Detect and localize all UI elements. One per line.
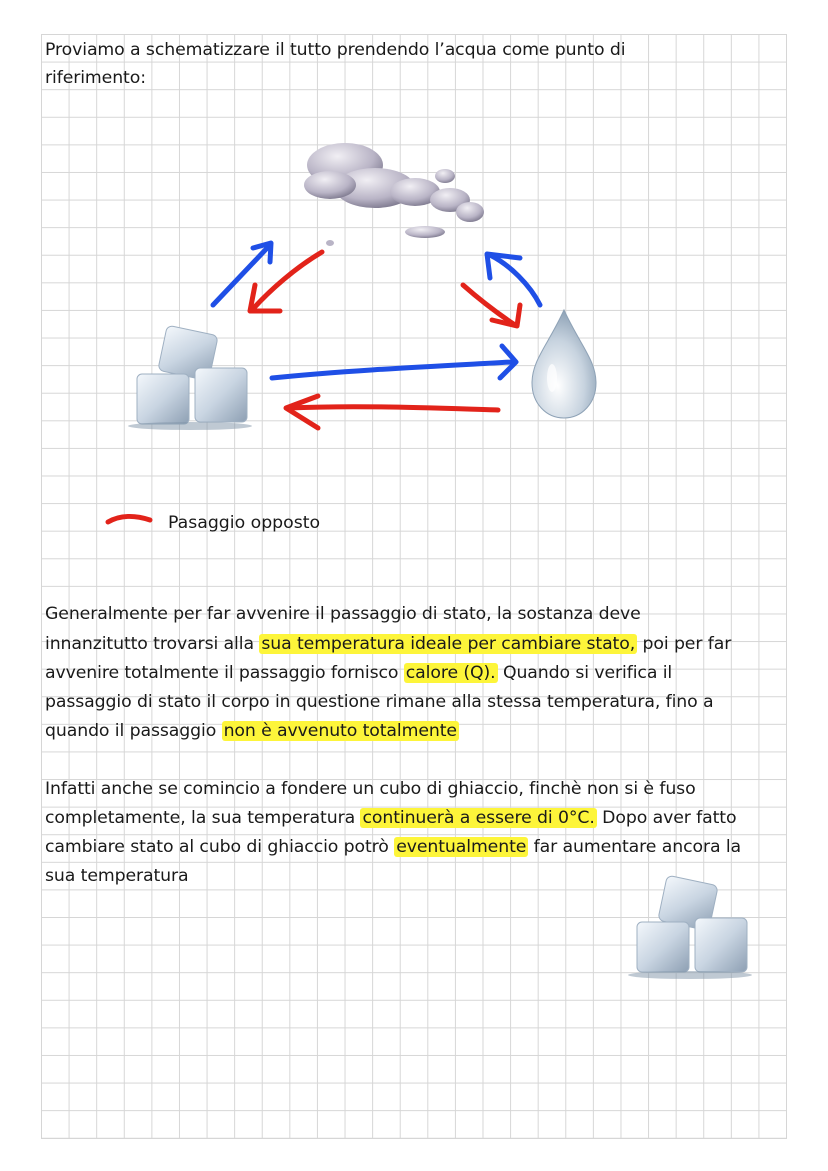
legend-label: Pasaggio opposto: [168, 513, 321, 533]
ice-cubes-icon-bottom: [628, 875, 752, 979]
paragraph2-line2: completamente, la sua temperatura continuerà a essere di 0°C. Dopo aver fatto: [45, 808, 737, 828]
paragraph1-line2: innanzitutto trovarsi alla sua temperatura ideale per cambiare stato, poi per far: [45, 634, 732, 654]
paragraph2-line3: cambiare stato al cubo di ghiaccio potrò eventualmente far aumentare ancora la: [45, 837, 742, 857]
paragraph1-line4: passaggio di stato il corpo in questione rimane alla stessa temperatura, fino a: [45, 692, 714, 712]
paragraph2-line4: sua temperatura: [45, 866, 189, 886]
arrow-cloud-to-water: [463, 285, 515, 325]
paragraph1-line5: quando il passaggio non è avvenuto totalmente: [45, 721, 457, 741]
arrow-ice-to-cloud: [213, 245, 270, 305]
water-drop-icon: [532, 310, 596, 418]
arrow-water-to-ice: [288, 407, 498, 410]
highlight-ideal-temperature: sua temperatura ideale per cambiare stato,: [261, 634, 636, 654]
highlight-not-complete: non è avvenuto totalmente: [223, 721, 457, 741]
legend-red-stroke: [108, 516, 150, 522]
highlight-eventually: eventualmente: [396, 837, 527, 857]
arrow-water-to-cloud: [490, 255, 540, 305]
arrow-cloud-to-ice: [252, 252, 322, 310]
paragraph2-line1: Infatti anche se comincio a fondere un cubo di ghiaccio, finchè non si è fuso: [45, 779, 696, 799]
intro-line-1: Proviamo a schematizzare il tutto prendendo l’acqua come punto di: [45, 40, 626, 60]
arrow-ice-to-water: [272, 362, 512, 378]
paragraph1-line3: avvenire totalmente il passaggio fornisco calore (Q). Quando si verifica il: [45, 663, 673, 683]
intro-line-2: riferimento:: [45, 68, 146, 88]
paragraph1-line1: Generalmente per far avvenire il passaggio di stato, la sostanza deve: [45, 604, 641, 624]
ice-cubes-icon: [128, 325, 252, 430]
highlight-heat: calore (Q).: [405, 663, 496, 683]
cloud-icon: [304, 143, 484, 246]
highlight-zero-degrees: continuerà a essere di 0°C.: [362, 808, 595, 828]
